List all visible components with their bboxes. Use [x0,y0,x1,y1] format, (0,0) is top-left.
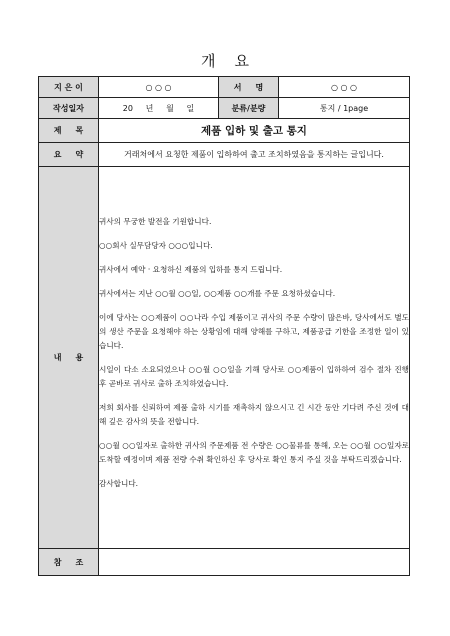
content-paragraph: 귀사에서는 지난 ○○월 ○○일, ○○제품 ○○개를 주문 요청하셨습니다. [99,288,336,298]
date-label: 작성일자 [39,98,99,119]
subject-value: 제품 입하 및 출고 통지 [99,119,410,143]
content-body [99,167,410,549]
summary-value: 거래처에서 요청한 제품이 입하하여 출고 조치하였음을 통지하는 글입니다. [99,143,410,167]
content-paragraph: 이에 당사는 ○○제품이 ○○나라 수입 제품이고 귀사의 주문 수량이 많은바, 당사에서도 별도의 생산 주문을 요청해야 하는 상황임에 대해 양해를 구하고, 제품공급 기한을 조정한 일이 있습니다. [99,312,409,350]
summary-form-table [38,76,410,576]
author-label: 지 은 이 [39,77,99,98]
content-paragraph: ○○회사 실무담당자 ○○○입니다. [99,240,213,250]
summary-row [39,143,410,167]
category-label: 분류/분량 [219,98,279,119]
content-paragraph: 시일이 다소 소요되었으나 ○○월 ○○일을 기해 당사로 ○○제품이 입하하여 검수 절차 진행 후 곧바로 귀사로 출하 조치하였습니다. [99,364,409,388]
reference-label: 참 조 [39,549,99,576]
content-paragraph: 귀사의 무궁한 발전을 기원합니다. [99,216,212,226]
reference-row [39,549,410,576]
author-row [39,77,410,98]
summary-label: 요 약 [39,143,99,167]
author-value: ○ ○ ○ [99,77,219,98]
book-title-label: 서 명 [219,77,279,98]
date-row [39,98,410,119]
book-title-value: ○ ○ ○ [279,77,410,98]
content-row [39,167,410,549]
subject-row [39,119,410,143]
content-label: 내 용 [39,167,99,549]
content-paragraph: 저희 회사를 신뢰하여 제품 출하 시기를 재촉하지 않으시고 긴 시간 동안 기다려 주신 것에 대해 깊은 감사의 뜻을 전합니다. [99,402,409,426]
content-paragraph: ○○월 ○○일자로 출하한 귀사의 주문제품 전 수량은 ○○물류를 통해, 오는 ○○월 ○○일자로 도착할 예정이며 제품 전량 수취 확인하신 후 당사로 확인 통지 주실 것을 부탁드리겠습니다. [99,440,409,464]
category-value: 통지 / 1page [279,98,410,119]
document-title: 개 요 [200,52,250,70]
content-paragraph: 귀사에서 예약 · 요청하신 제품의 입하를 통지 드립니다. [99,264,283,274]
reference-value [99,549,410,576]
subject-label: 제 목 [39,119,99,143]
date-value: 20 년 월 일 [99,98,219,119]
content-paragraph: 감사합니다. [99,478,139,488]
